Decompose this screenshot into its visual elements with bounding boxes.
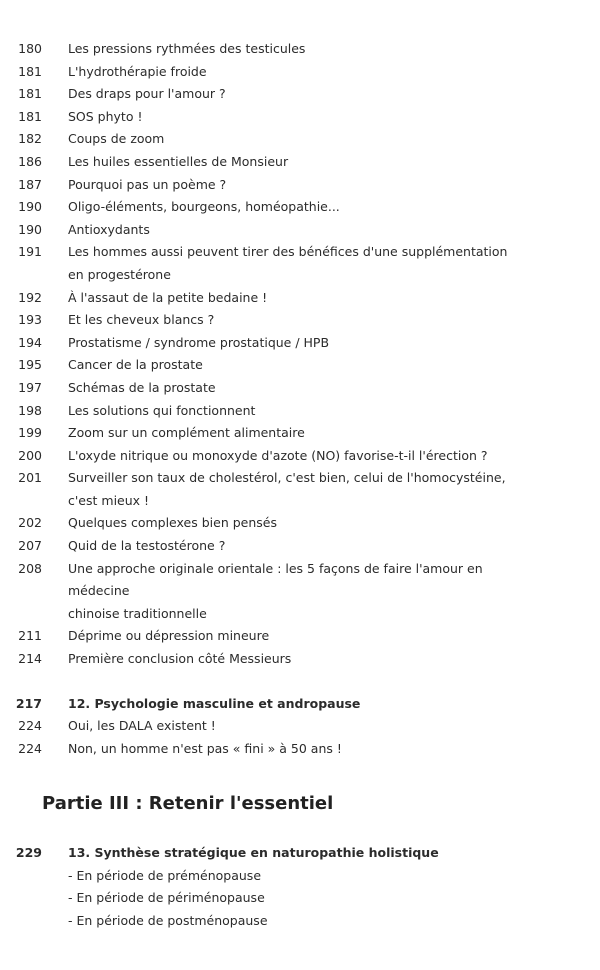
page-number: 193	[18, 312, 42, 328]
toc-entry	[0, 422, 600, 445]
page-number: 202	[18, 515, 42, 531]
page-number: 181	[18, 63, 42, 79]
toc-entry	[0, 558, 600, 603]
entry-title: Pourquoi pas un poème ?	[68, 176, 227, 192]
toc-entry	[0, 174, 600, 197]
entry-title: Oligo-éléments, bourgeons, homéopathie...	[68, 199, 340, 215]
toc-entry	[0, 512, 600, 535]
toc-list-part3	[0, 842, 600, 932]
toc-entry	[0, 106, 600, 129]
toc-entry	[0, 38, 600, 61]
toc-entry	[0, 287, 600, 310]
entry-title: Quelques complexes bien pensés	[68, 515, 277, 531]
part-heading: Partie III : Retenir l'essentiel	[42, 793, 334, 814]
subentry-title: - En période de périménopause	[68, 890, 265, 906]
entry-title: Prostatisme / syndrome prostatique / HPB	[68, 334, 330, 350]
entry-title: Les hommes aussi peuvent tirer des bénéfices d'une supplémentation	[68, 244, 508, 260]
toc-entry	[0, 332, 600, 355]
entry-title: L'oxyde nitrique ou monoxyde d'azote (NO) favorise-t-il l'érection ?	[68, 447, 488, 463]
entry-title: Schémas de la prostate	[68, 379, 216, 395]
page-number: 181	[18, 108, 42, 124]
toc-entry	[0, 648, 600, 671]
chapter-heading	[0, 842, 600, 865]
toc-subentry	[0, 887, 600, 910]
page-number: 208	[18, 560, 42, 576]
entry-title: Surveiller son taux de cholestérol, c'est bien, celui de l'homocystéine,	[68, 470, 506, 486]
chapter-heading	[0, 693, 600, 716]
toc-entry-continuation	[0, 603, 600, 626]
chapter-title: 13. Synthèse stratégique en naturopathie holistique	[68, 845, 439, 860]
page-number: 191	[18, 244, 42, 260]
page-number: 224	[18, 718, 42, 734]
entry-title: Déprime ou dépression mineure	[68, 628, 270, 644]
chapter-page-number: 217	[15, 695, 42, 711]
entry-title: Quid de la testostérone ?	[68, 538, 226, 554]
entry-title: Première conclusion côté Messieurs	[68, 651, 292, 667]
page-number: 195	[18, 357, 42, 373]
toc-entry	[0, 625, 600, 648]
chapter-page-number: 229	[15, 845, 42, 860]
toc-subentry	[0, 865, 600, 888]
page-number: 187	[18, 176, 42, 192]
page-number: 200	[18, 447, 42, 463]
chapter-title: 12. Psychologie masculine et andropause	[68, 695, 361, 711]
page-number: 194	[18, 334, 42, 350]
entry-title: Zoom sur un complément alimentaire	[68, 425, 305, 441]
entry-title: en progestérone	[68, 266, 171, 282]
subentry-title: - En période de préménopause	[68, 867, 262, 883]
entry-title: L'hydrothérapie froide	[68, 63, 207, 79]
entry-title: Oui, les DALA existent !	[68, 718, 216, 734]
toc-entry	[0, 309, 600, 332]
toc-entry	[0, 151, 600, 174]
toc-entry	[0, 83, 600, 106]
entry-title: Les solutions qui fonctionnent	[68, 402, 256, 418]
entry-title: Et les cheveux blancs ?	[68, 312, 215, 328]
toc-entry	[0, 467, 600, 490]
entry-title: chinoise traditionnelle	[68, 605, 207, 621]
entry-title: Des draps pour l'amour ?	[68, 86, 226, 102]
page-number: 190	[18, 199, 42, 215]
page-number: 181	[18, 86, 42, 102]
toc-entry	[0, 535, 600, 558]
toc-entry	[0, 61, 600, 84]
page-number: 201	[18, 470, 42, 486]
toc-entry	[0, 377, 600, 400]
entry-title: Une approche originale orientale : les 5 façons de faire l'amour en médecine	[68, 560, 483, 599]
toc-entry-continuation	[0, 264, 600, 287]
page-number: 192	[18, 289, 42, 305]
page-number: 199	[18, 425, 42, 441]
page-number: 207	[18, 538, 42, 554]
entry-title: SOS phyto !	[68, 108, 143, 124]
toc-entry	[0, 128, 600, 151]
page-number: 224	[18, 740, 42, 756]
toc-entry	[0, 400, 600, 423]
toc-entry	[0, 715, 600, 738]
toc-entry	[0, 445, 600, 468]
page-number: 182	[18, 131, 42, 147]
entry-title: Antioxydants	[68, 221, 150, 237]
page-number: 186	[18, 153, 42, 169]
page-number: 198	[18, 402, 42, 418]
subentry-title: - En période de postménopause	[68, 912, 268, 928]
toc-entry	[0, 219, 600, 242]
entry-title: Les pressions rythmées des testicules	[68, 41, 306, 56]
entry-title: Non, un homme n'est pas « fini » à 50 ans !	[68, 740, 342, 756]
entry-title: Les huiles essentielles de Monsieur	[68, 153, 289, 169]
toc-subentry	[0, 910, 600, 933]
toc-entry	[0, 241, 600, 264]
toc-entry	[0, 354, 600, 377]
toc-list	[0, 38, 600, 760]
page-number: 180	[18, 41, 42, 56]
toc-entry	[0, 738, 600, 761]
entry-title: Cancer de la prostate	[68, 357, 203, 373]
page-number: 214	[18, 651, 42, 667]
toc-entry-continuation	[0, 490, 600, 513]
page-number: 211	[18, 628, 42, 644]
page-number: 190	[18, 221, 42, 237]
entry-title: À l'assaut de la petite bedaine !	[68, 289, 268, 305]
toc-entry	[0, 196, 600, 219]
page-number: 197	[18, 379, 42, 395]
entry-title: Coups de zoom	[68, 131, 165, 147]
entry-title: c'est mieux !	[68, 492, 150, 508]
